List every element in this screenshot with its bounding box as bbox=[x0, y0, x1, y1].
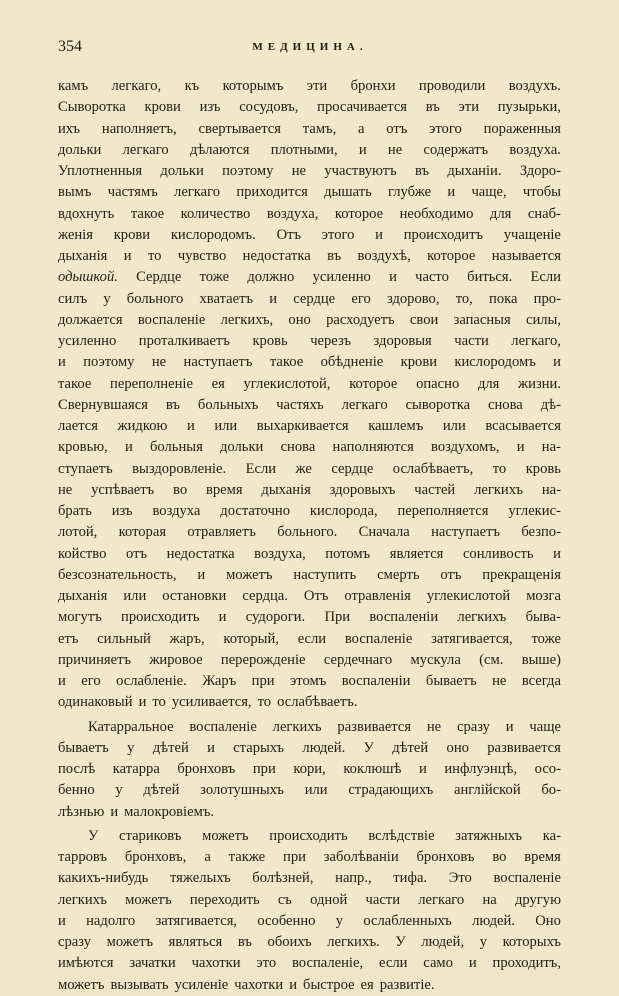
text-line: должается воспаленіе легкихъ, оно расходуетъ свои запасныя силы, bbox=[58, 311, 561, 328]
text-line: Свернувшаяся въ больныхъ частяхъ легкаго сыворотка снова дѣ- bbox=[58, 396, 561, 413]
text-line: одышкой. Сердце тоже должно усиленно и часто биться. Если bbox=[58, 269, 561, 286]
text-line: койство отъ недостатка воздуха, потомъ является сонливость и bbox=[58, 545, 561, 562]
text-line: бываетъ у дѣтей и старыхъ людей. У дѣтей оно развивается bbox=[58, 739, 561, 756]
text-line: Катарральное воспаленіе легкихъ развивается не сразу и чаще bbox=[88, 718, 561, 735]
text-line: и поэтому не наступаетъ такое обѣдненіе крови кислородомъ и bbox=[58, 354, 561, 371]
text-line: Уплотненныя дольки поэтому не участвуютъ въ дыханіи. Здоро- bbox=[58, 163, 561, 179]
body-text bbox=[58, 76, 561, 996]
text-line: имѣются зачатки чахотки это воспаленіе, если само и проходитъ, bbox=[58, 955, 561, 972]
text-line: етъ сильный жаръ, который, если воспаленіе затягивается, тоже bbox=[58, 630, 561, 647]
text-line: не успѣваетъ во время дыханія здоровыхъ частей легкихъ на- bbox=[58, 481, 561, 498]
text-line: легкихъ можетъ переходить съ одной части легкаго на другую bbox=[58, 891, 561, 908]
text-line: камъ легкаго, къ которымъ эти бронхи проводили воздухъ. bbox=[58, 78, 561, 94]
text-line: кровью, и больныя дольки снова наполняются воздухомъ, и на- bbox=[58, 439, 561, 456]
text-line: можетъ вызывать усиленіе чахотки и быстрое ея развитіе. bbox=[58, 976, 435, 993]
text-line: бенно у дѣтей золотушныхъ или страдающихъ англійской бо- bbox=[58, 782, 561, 799]
text-line: тарровъ бронховъ, а также при заболѣваніи бронховъ во время bbox=[58, 849, 561, 865]
text-line: безсознательность, и можетъ наступить смерть отъ прекращенія bbox=[58, 566, 561, 583]
text-line: ихъ наполняетъ, свертывается тамъ, а отъ этого пораженныя bbox=[58, 120, 561, 137]
text-line: дольки легкаго дѣлаются плотными, и не содержатъ воздуха. bbox=[58, 141, 561, 158]
text-line: послѣ катарра бронховъ при кори, коклюшѣ и инфлуэнцѣ, осо- bbox=[58, 761, 561, 777]
text-line: усиленно проталкиваетъ кровь черезъ здоровыя части легкаго, bbox=[58, 333, 561, 349]
text-line: вдохнуть такое количество воздуха, которое необходимо для снаб- bbox=[58, 205, 561, 222]
text-line: дыханія или остановки сердца. Отъ отравленія углекислотой мозга bbox=[58, 588, 561, 604]
text-line: Сыворотка крови изъ сосудовъ, просачивается въ эти пузырьки, bbox=[58, 99, 561, 116]
text-line: одинаковый и то усиливается, то ослабѣваетъ. bbox=[58, 694, 358, 711]
text-line: какихъ-нибудь тяжелыхъ болѣзней, напр., тифа. Это воспаленіе bbox=[58, 870, 561, 887]
text-line: ступаетъ выздоровленіе. Если же сердце ослабѣваетъ, то кровь bbox=[58, 460, 561, 477]
text-line: лотой, которая отравляетъ больного. Сначала наступаетъ безпо- bbox=[58, 524, 561, 541]
text-line: брать изъ воздуха достаточно кислорода, переполняется углекис- bbox=[58, 503, 561, 519]
text-line: У стариковъ можетъ происходить вслѣдствіе затяжныхъ ка- bbox=[88, 827, 561, 844]
paragraph bbox=[58, 76, 561, 714]
paragraph bbox=[58, 717, 561, 823]
page-number: 354 bbox=[58, 38, 82, 55]
text-line: лается жидкою и или выхаркивается кашлемъ или всасывается bbox=[58, 418, 561, 434]
text-line: силъ у больного хватаетъ и сердце его здорово, то, пока про- bbox=[58, 290, 561, 307]
text-line: и его ослабленіе. Жаръ при этомъ воспаленіи бываетъ не всегда bbox=[58, 673, 561, 689]
text-line: дыханія и то чувство недостатка въ воздухѣ, которое называется bbox=[58, 248, 561, 264]
text-line: сразу можетъ являться въ обоихъ легкихъ. У людей, у которыхъ bbox=[58, 934, 561, 950]
text-line: такое переполненіе ея углекислотой, которое опасно для жизни. bbox=[58, 375, 561, 392]
text-line: вымъ частямъ легкаго приходится дышать глубже и чаще, чтобы bbox=[58, 184, 561, 201]
text-line: лѣзнью и малокровіемъ. bbox=[58, 803, 215, 820]
running-head: МЕДИЦИНА. bbox=[252, 41, 368, 53]
paragraph bbox=[58, 826, 561, 996]
text-line: могутъ происходить и судороги. При воспаленіи легкихъ быва- bbox=[58, 609, 561, 626]
text-line: причиняетъ жировое перерожденіе сердечнаго мускула (см. выше) bbox=[58, 651, 561, 668]
text-line: и надолго затягивается, особенно у ослабленныхъ людей. Оно bbox=[58, 912, 561, 929]
text-line: женія крови кислородомъ. Отъ этого и происходитъ учащеніе bbox=[58, 226, 561, 243]
page-header bbox=[58, 38, 562, 60]
